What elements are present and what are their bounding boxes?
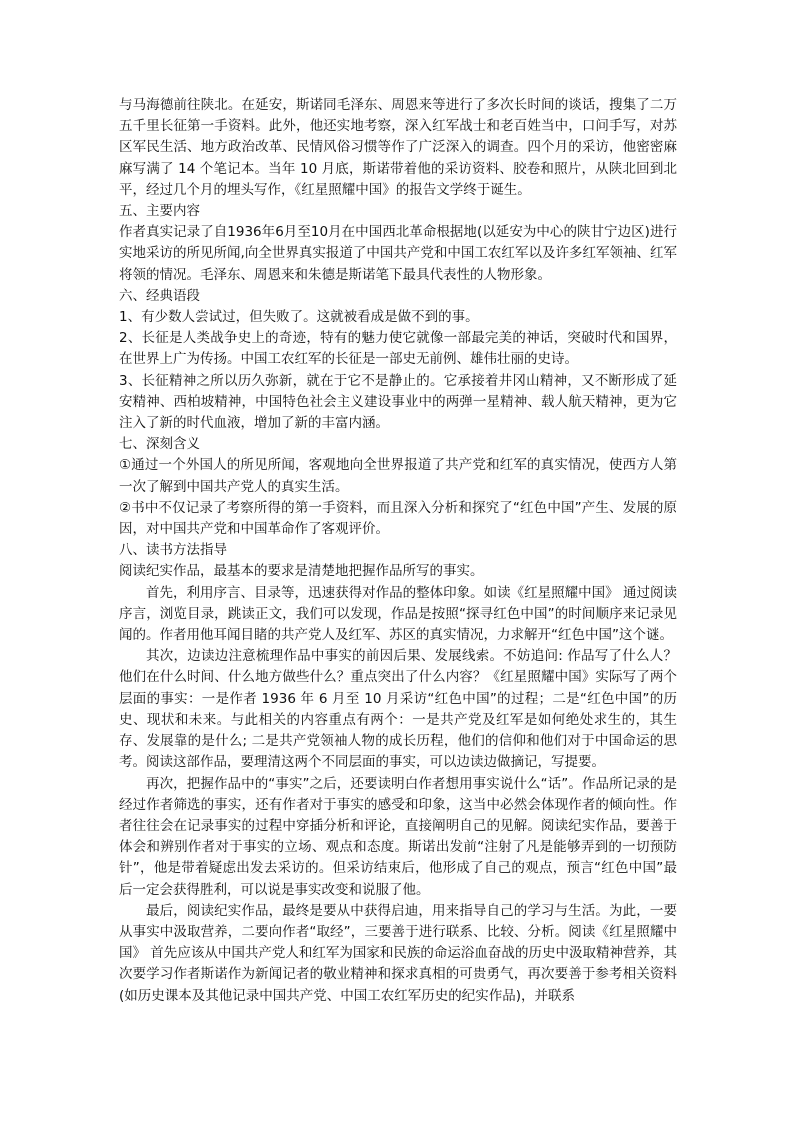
meaning-item-1: ①通过一个外国人的所见所闻，客观地向全世界报道了共产党和红军的真实情况，使西方人第一次了解到中国共产党人的真实生活。	[119, 457, 677, 495]
quote-item-3: 3、长征精神之所以历久弥新，就在于它不是静止的。它承接着井冈山精神，又不断形成了延安精神、西柏坡精神，中国特色社会主义建设事业中的两弹一星精神、载人航天精神，更为它注入了新的时代血液，增加了新的丰富内涵。	[119, 372, 677, 432]
method-paragraph-1: 首先，利用序言、目录等，迅速获得对作品的整体印象。如读《红星照耀中国》 通过阅读序言，浏览目录，跳读正文，我们可以发现，作品是按照“探寻红色中国”的时间顺序来记录见闻的。作者用他耳闻目睹的共产党人及红军、苏区的真实情况，力求解开“红色中国”这个谜。	[119, 584, 677, 644]
method-paragraph-4: 最后，阅读纪实作品，最终是要从中获得启迪，用来指导自己的学习与生活。为此，一要从事实中汲取营养，二要向作者“取经”，三要善于进行联系、比较、分析。阅读《红星照耀中国》 首先应该从中国共产党人和红军为国家和民族的命运浴血奋战的历史中汲取精神营养，其次要学习作者斯诺作为新闻记者的敬业精神和探求真相的可贵勇气，再次要善于参考相关资料 (如历史课本及其他记录中国共产党、中国工农红军历史的纪实作品)，并联系	[119, 902, 677, 1004]
section-7-heading: 七、深刻含义	[119, 436, 200, 453]
section-5-heading: 五、主要内容	[119, 203, 200, 220]
section-8-heading: 八、读书方法指导	[119, 542, 227, 559]
meaning-item-2: ②书中不仅记录了考察所得的第一手资料，而且深入分析和探究了“红色中国”产生、发展的原因，对中国共产党和中国革命作了客观评价。	[119, 499, 677, 538]
section-5-body: 作者真实记录了自1936年6月至10月在中国西北革命根据地(以延安为中心的陕甘宁边区)进行实地采访的所见所闻,向全世界真实报道了中国共产党和中国工农红军以及许多红军领袖、红军将领的情况。毛泽东、周恩来和朱德是斯诺笔下最具代表性的人物形象。	[119, 224, 677, 283]
quote-item-2: 2、长征是人类战争史上的奇迹，特有的魅力使它就像一部最完美的神话，突破时代和国界，在世界上广为传扬。中国工农红军的长征是一部史无前例、雄伟壮丽的史诗。	[119, 330, 677, 368]
section-6-heading: 六、经典语段	[119, 287, 200, 304]
method-paragraph-2: 其次，边读边注意梳理作品中事实的前因后果、发展线索。不妨追问: 作品写了什么人？他们在什么时间、什么地方做些什么？重点突出了什么内容？《红星照耀中国》实际写了两个层面的事实：一是作者 1936 年 6 月至 10 月采访“红色中国”的过程；二是“红色中国”的历史、现状和未来。与此相关的内容重点有两个：一是共产党及红军是如何绝处求生的，其生存、发展靠的是什么; 二是共产党领袖人物的成长历程，他们的信仰和他们对于中国命运的思考。阅读这部作品，要理清这两个不同层面的事实，可以边读边做摘记，写提要。	[119, 648, 677, 771]
section-8-lead: 阅读纪实作品，最基本的要求是清楚地把握作品所写的事实。	[119, 563, 484, 580]
intro-paragraph: 与马海德前往陕北。在延安，斯诺同毛泽东、周恩来等进行了多次长时间的谈话，搜集了二万五千里长征第一手资料。此外，他还实地考察，深入红军战士和老百姓当中，口问手写，对苏区军民生活、地方政治改革、民情风俗习惯等作了广泛深入的调查。四个月的采访，他密密麻麻写满了 14 个笔记本。当年 10 月底，斯诺带着他的采访资料、胶卷和照片，从陕北回到北平，经过几个月的埋头写作，《红星照耀中国》的报告文学终于诞生。	[119, 97, 677, 198]
method-paragraph-3: 再次，把握作品中的“事实”之后，还要读明白作者想用事实说什么“话”。作品所记录的是经过作者筛选的事实，还有作者对于事实的感受和印象，这当中必然会体现作者的倾向性。作者往往会在记录事实的过程中穿插分析和评论，直接阐明自己的见解。阅读纪实作品，要善于体会和辨别作者对于事实的立场、观点和态度。斯诺出发前“注射了凡是能够弄到的一切预防针”，他是带着疑虑出发去采访的。但采访结束后，他形成了自己的观点，预言“红色中国”最后一定会获得胜利，可以说是事实改变和说服了他。	[119, 775, 677, 898]
document-page	[119, 95, 677, 1007]
quote-item-1: 1、有少数人尝试过，但失败了。这就被看成是做不到的事。	[119, 309, 479, 326]
